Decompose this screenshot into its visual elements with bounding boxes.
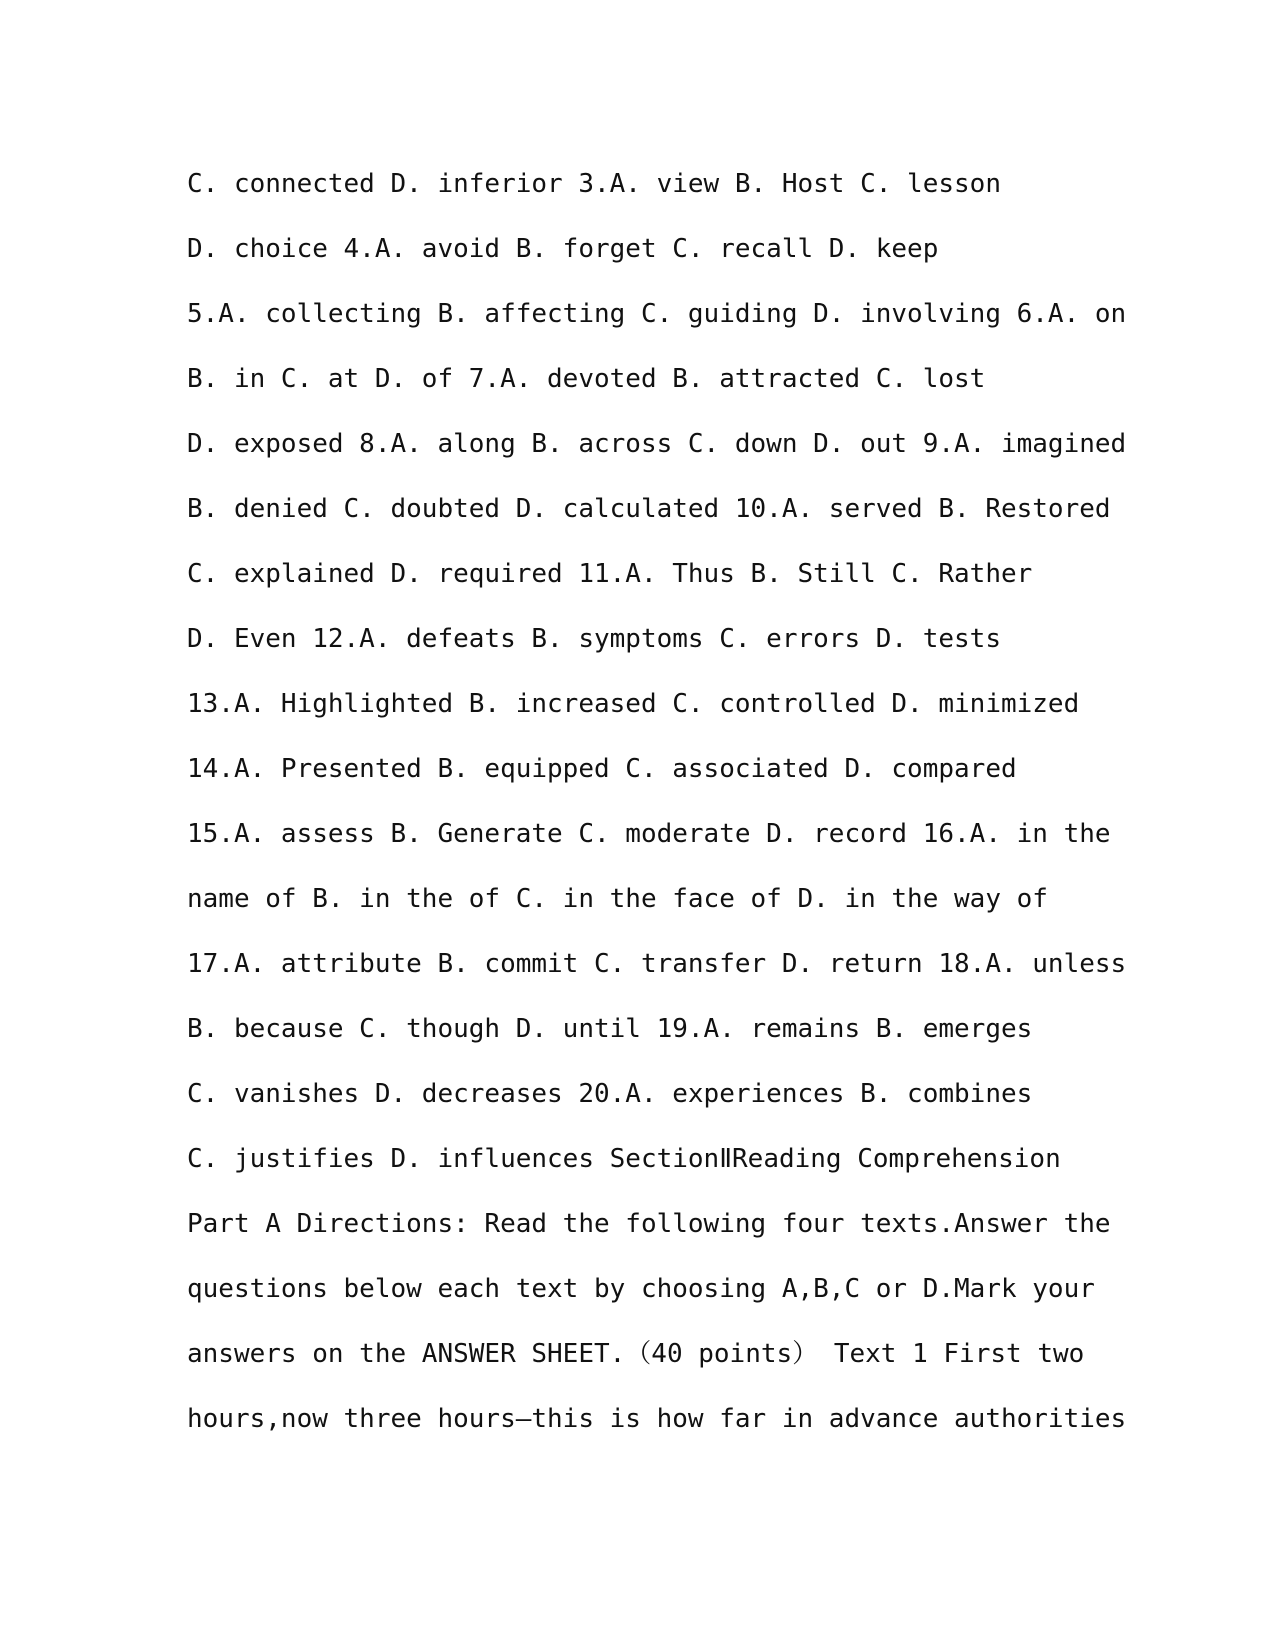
text-line: B. denied C. doubted D. calculated 10.A. served B. Restored xyxy=(187,494,1111,524)
text-line: C. justifies D. influences SectionⅡReading Comprehension xyxy=(187,1144,1061,1174)
text-line: D. Even 12.A. defeats B. symptoms C. errors D. tests xyxy=(187,624,1001,654)
text-line: hours,now three hours—this is how far in advance authorities xyxy=(187,1404,1127,1434)
text-line: B. in C. at D. of 7.A. devoted B. attracted C. lost xyxy=(187,364,986,394)
text-line: questions below each text by choosing A,B,C or D.Mark your xyxy=(187,1274,1095,1304)
text-line: C. connected D. inferior 3.A. view B. Host C. lesson xyxy=(187,169,1001,199)
text-line: C. vanishes D. decreases 20.A. experiences B. combines xyxy=(187,1079,1033,1109)
text-line: C. explained D. required 11.A. Thus B. Still C. Rather xyxy=(187,559,1033,589)
text-line: 14.A. Presented B. equipped C. associated D. compared xyxy=(187,754,1017,784)
text-line: 17.A. attribute B. commit C. transfer D. return 18.A. unless xyxy=(187,949,1127,979)
text-line: 15.A. assess B. Generate C. moderate D. record 16.A. in the xyxy=(187,819,1111,849)
text-line: Part A Directions: Read the following four texts.Answer the xyxy=(187,1209,1111,1239)
text-line: D. choice 4.A. avoid B. forget C. recall D. keep xyxy=(187,234,939,264)
text-line: 5.A. collecting B. affecting C. guiding D. involving 6.A. on xyxy=(187,299,1127,329)
text-line: D. exposed 8.A. along B. across C. down D. out 9.A. imagined xyxy=(187,429,1127,459)
text-line: answers on the ANSWER SHEET.（40 points） Text 1 First two xyxy=(187,1339,1085,1369)
body-text xyxy=(187,168,1127,1468)
text-line: B. because C. though D. until 19.A. remains B. emerges xyxy=(187,1014,1033,1044)
text-line: name of B. in the of C. in the face of D. in the way of xyxy=(187,884,1048,914)
text-line: 13.A. Highlighted B. increased C. controlled D. minimized xyxy=(187,689,1080,719)
